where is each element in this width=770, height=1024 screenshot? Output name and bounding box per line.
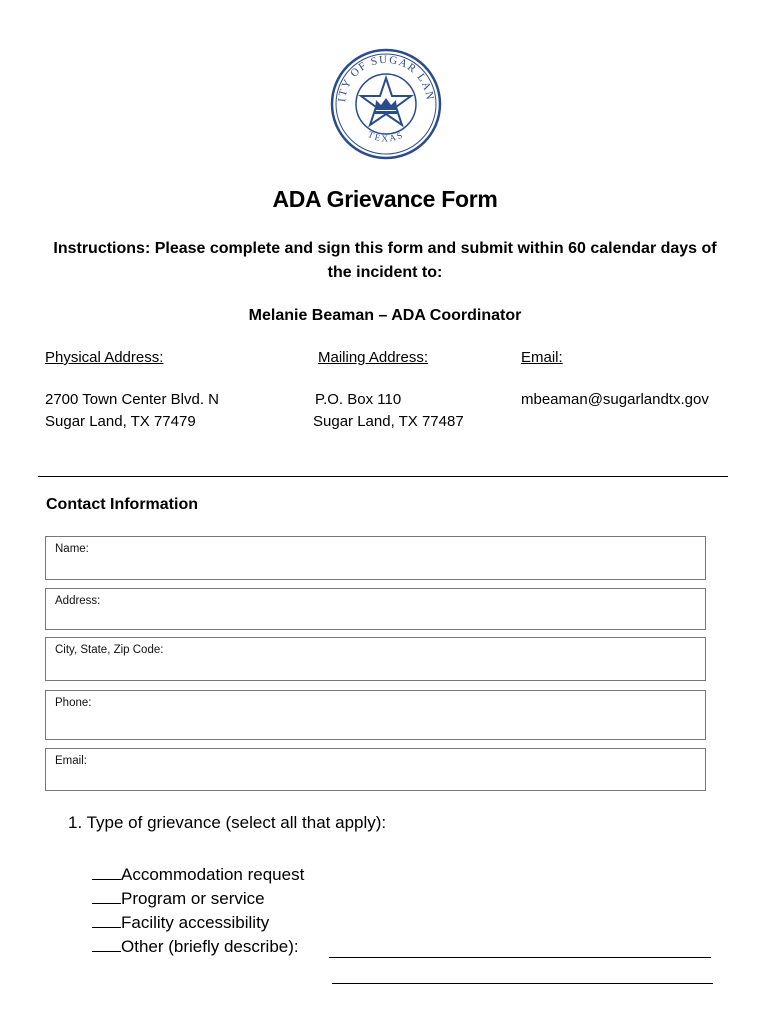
phone-field-label: Phone: [55,697,92,709]
mailing-address-heading: Mailing Address: [318,349,429,366]
mailing-address-line2: Sugar Land, TX 77487 [313,413,464,430]
option-program-blank[interactable] [92,889,121,904]
option-facility-blank[interactable] [92,913,121,928]
option-program-label: Program or service [121,889,265,908]
instructions-text: Instructions: Please complete and sign this form and submit within 60 calendar days of the incident to: [53,240,717,281]
physical-address-heading: Physical Address: [45,349,164,366]
other-description-line-2[interactable] [332,983,713,984]
option-facility-label: Facility accessibility [121,913,270,932]
coordinator-name: Melanie Beaman – ADA Coordinator [248,307,522,324]
form-title: ADA Grievance Form [272,186,498,212]
city-seal-logo [330,48,442,160]
name-field-label: Name: [55,543,89,555]
grievance-type-options [92,863,304,959]
email-heading: Email: [521,349,563,366]
option-other[interactable] [92,935,304,959]
svg-text:TEXAS: TEXAS [366,129,406,144]
question-1-label: 1. Type of grievance (select all that apply): [68,813,387,832]
section-divider [38,476,728,477]
mailing-address-line1: P.O. Box 110 [315,391,402,408]
physical-address-line1: 2700 Town Center Blvd. N [45,391,219,408]
address-field[interactable] [45,588,706,630]
option-accommodation-label: Accommodation request [121,865,305,884]
option-other-label: Other (briefly describe): [121,937,299,956]
other-description-line-1[interactable] [329,957,711,958]
address-field-label: Address: [55,595,101,607]
contact-information-heading: Contact Information [46,496,198,513]
email-field-label: Email: [55,755,87,767]
option-accommodation-request[interactable] [92,863,304,887]
option-other-blank[interactable] [92,937,121,952]
option-program-or-service[interactable] [92,887,304,911]
physical-address-line2: Sugar Land, TX 77479 [45,413,196,430]
name-field[interactable] [45,536,706,580]
phone-field[interactable] [45,690,706,740]
coordinator-email-link[interactable]: mbeaman@sugarlandtx.gov [521,391,709,408]
svg-text:CITY OF SUGAR LAND: ITY OF SUGAR LAN [336,53,437,103]
city-state-zip-field-label: City, State, Zip Code: [55,644,164,656]
city-state-zip-field[interactable] [45,637,706,681]
email-field[interactable] [45,748,706,791]
option-facility-accessibility[interactable] [92,911,304,935]
mailing-address [313,389,464,433]
physical-address [45,389,219,433]
option-accommodation-blank[interactable] [92,865,121,880]
